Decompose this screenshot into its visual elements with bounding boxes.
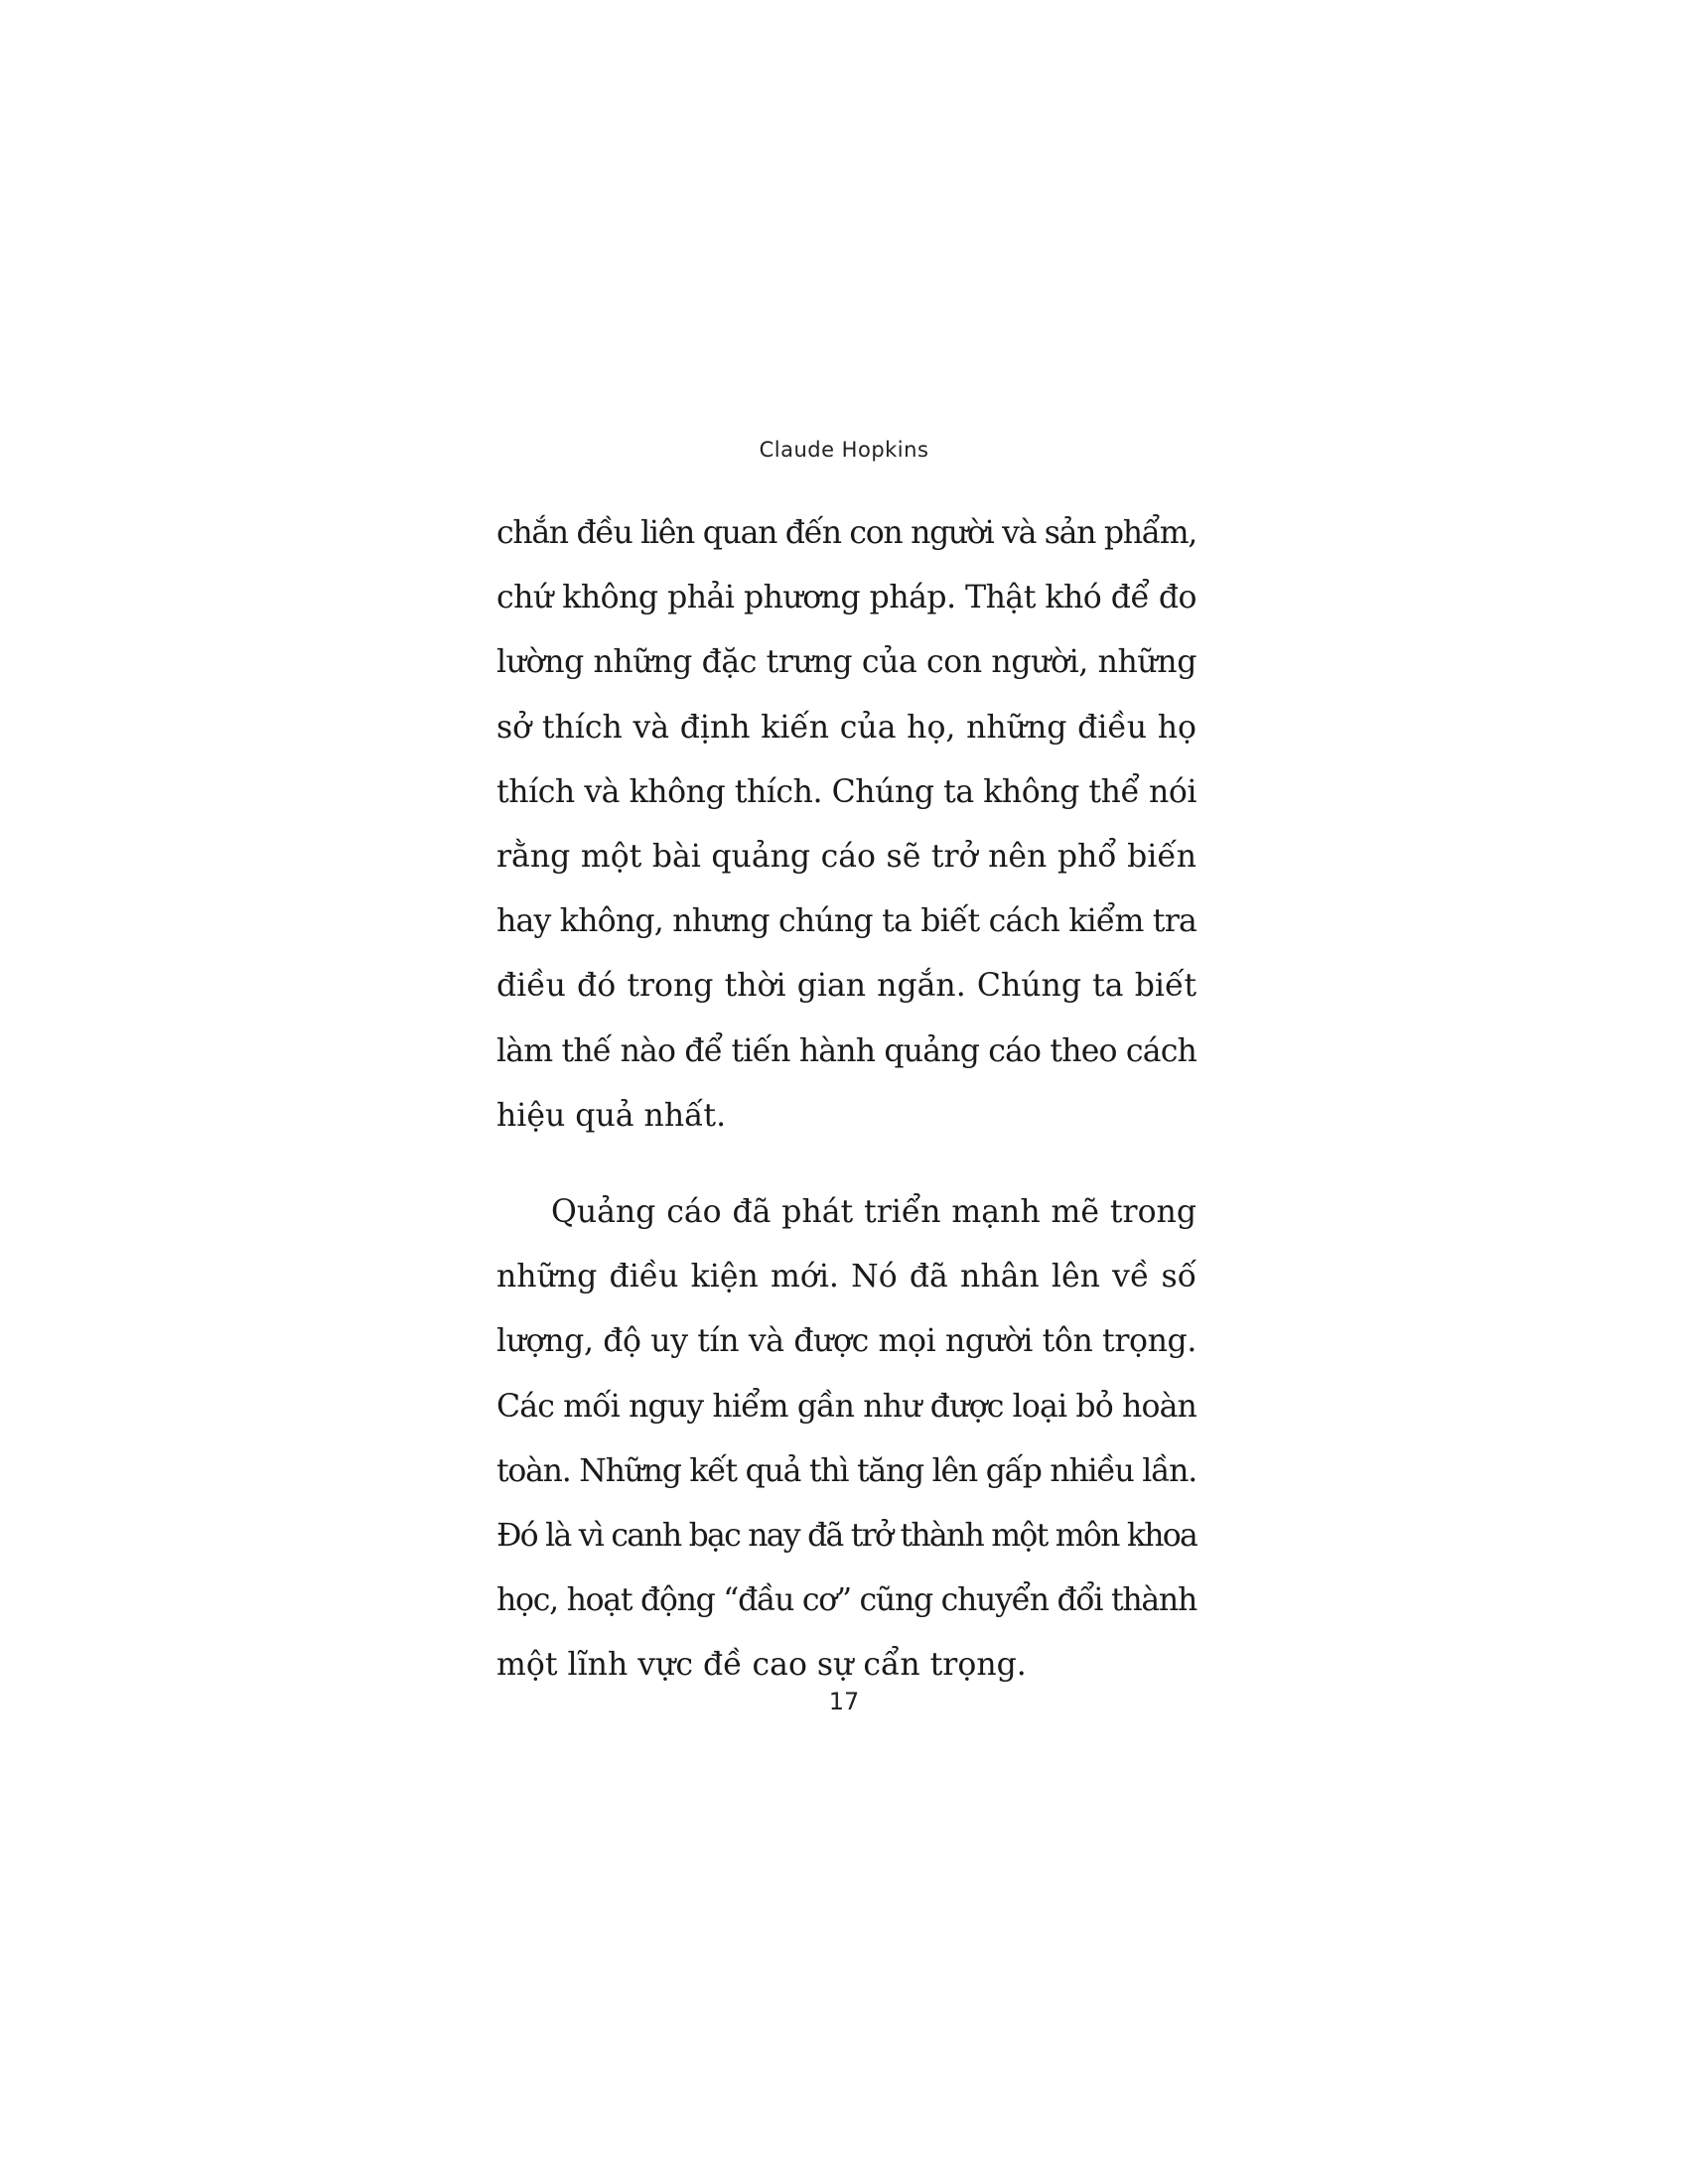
text-line: lượng, độ uy tín và được mọi người tôn trọng. [496,1323,1196,1360]
text-line: sở thích và định kiến của họ, những điều họ [496,709,1196,746]
text-line: Các mối nguy hiểm gần như được loại bỏ hoàn [496,1388,1196,1425]
text-line: học, hoạt động “đầu cơ” cũng chuyển đổi thành [496,1582,1196,1619]
text-line: những điều kiện mới. Nó đã nhân lên về số [496,1259,1196,1296]
text-line: chứ không phải phương pháp. Thật khó để đo [496,580,1196,616]
text-line: một lĩnh vực đề cao sự cẩn trọng. [496,1647,1027,1684]
text-line: điều đó trong thời gian ngắn. Chúng ta biết [496,968,1196,1005]
running-header: Claude Hopkins [759,438,929,462]
text-line: Đó là vì canh bạc nay đã trở thành một môn khoa [496,1518,1196,1555]
paragraph [496,501,1196,1149]
page-number: 17 [828,1688,860,1715]
body-text [496,501,1196,1699]
text-line: rằng một bài quảng cáo sẽ trở nên phổ biến [496,839,1196,876]
text-line: toàn. Những kết quả thì tăng lên gấp nhiều lần. [496,1452,1196,1489]
text-line: chắn đều liên quan đến con người và sản phẩm, [496,515,1196,551]
text-line: thích và không thích. Chúng ta không thể nói [496,773,1196,810]
text-line: lường những đặc trưng của con người, những [496,644,1196,681]
paragraph [496,1180,1196,1699]
text-line: làm thế nào để tiến hành quảng cáo theo cách [496,1032,1196,1069]
text-line: Quảng cáo đã phát triển mạnh mẽ trong [551,1194,1196,1231]
text-line: hiệu quả nhất. [496,1097,727,1134]
text-line: hay không, nhưng chúng ta biết cách kiểm tra [496,903,1196,940]
